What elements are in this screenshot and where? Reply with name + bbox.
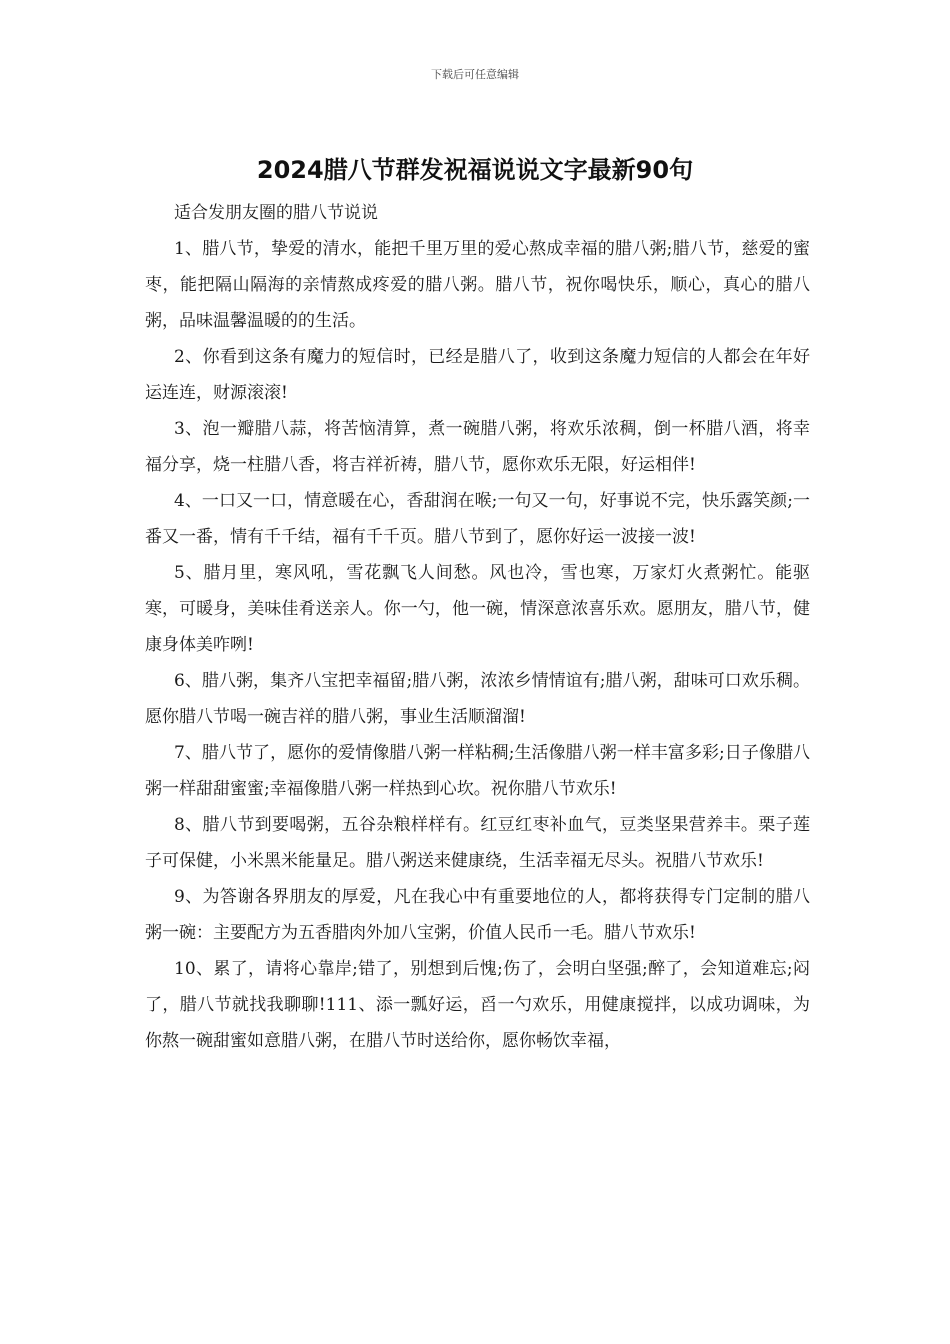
- paragraph-intro: 适合发朋友圈的腊八节说说: [174, 203, 378, 223]
- document-title: 2024腊八节群发祝福说说文字最新90句: [256, 156, 694, 184]
- paragraph-4: 4、一口又一口，情意暖在心，香甜润在喉;一句又一句，好事说不完，快乐露笑颜;一番又一番，情有千千结，福有千千页。腊八节到了，愿你好运一波接一波!: [145, 491, 810, 547]
- paragraph-8: 8、腊八节到要喝粥，五谷杂粮样样有。红豆红枣补血气，豆类坚果营养丰。栗子莲子可保健，小米黑米能量足。腊八粥送来健康绕，生活幸福无尽头。祝腊八节欢乐!: [145, 815, 810, 871]
- paragraph-7: 7、腊八节了，愿你的爱情像腊八粥一样粘稠;生活像腊八粥一样丰富多彩;日子像腊八粥一样甜甜蜜蜜;幸福像腊八粥一样热到心坎。祝你腊八节欢乐!: [145, 743, 810, 799]
- header-note: 下载后可任意编辑: [431, 68, 519, 81]
- paragraph-3: 3、泡一瓣腊八蒜，将苦恼清算，煮一碗腊八粥，将欢乐浓稠，倒一杯腊八酒，将幸福分享，烧一柱腊八香，将吉祥祈祷，腊八节，愿你欢乐无限，好运相伴!: [145, 419, 810, 475]
- paragraph-10: 10、累了，请将心靠岸;错了，别想到后愧;伤了，会明白坚强;醉了，会知道难忘;闷了，腊八节就找我聊聊!111、添一瓢好运，舀一勺欢乐，用健康搅拌，以成功调味，为你熬一碗甜蜜如意腊八粥，在腊八节时送给你，愿你畅饮幸福，: [145, 959, 810, 1051]
- paragraph-9: 9、为答谢各界朋友的厚爱，凡在我心中有重要地位的人，都将获得专门定制的腊八粥一碗：主要配方为五香腊肉外加八宝粥，价值人民币一毛。腊八节欢乐!: [145, 887, 810, 943]
- document-body: [145, 195, 810, 1059]
- paragraph-5: 5、腊月里，寒风吼，雪花飘飞人间愁。风也冷，雪也寒，万家灯火煮粥忙。能驱寒，可暖身，美味佳肴送亲人。你一勺，他一碗，情深意浓喜乐欢。愿朋友，腊八节，健康身体美咋咧!: [145, 563, 810, 655]
- paragraph-1: 1、腊八节，挚爱的清水，能把千里万里的爱心熬成幸福的腊八粥;腊八节，慈爱的蜜枣，能把隔山隔海的亲情熬成疼爱的腊八粥。腊八节，祝你喝快乐，顺心，真心的腊八粥，品味温馨温暖的的生活。: [145, 239, 810, 331]
- paragraph-6: 6、腊八粥，集齐八宝把幸福留;腊八粥，浓浓乡情情谊有;腊八粥，甜味可口欢乐稠。愿你腊八节喝一碗吉祥的腊八粥，事业生活顺溜溜!: [145, 671, 810, 727]
- paragraph-2: 2、你看到这条有魔力的短信时，已经是腊八了，收到这条魔力短信的人都会在年好运连连，财源滚滚!: [145, 347, 810, 403]
